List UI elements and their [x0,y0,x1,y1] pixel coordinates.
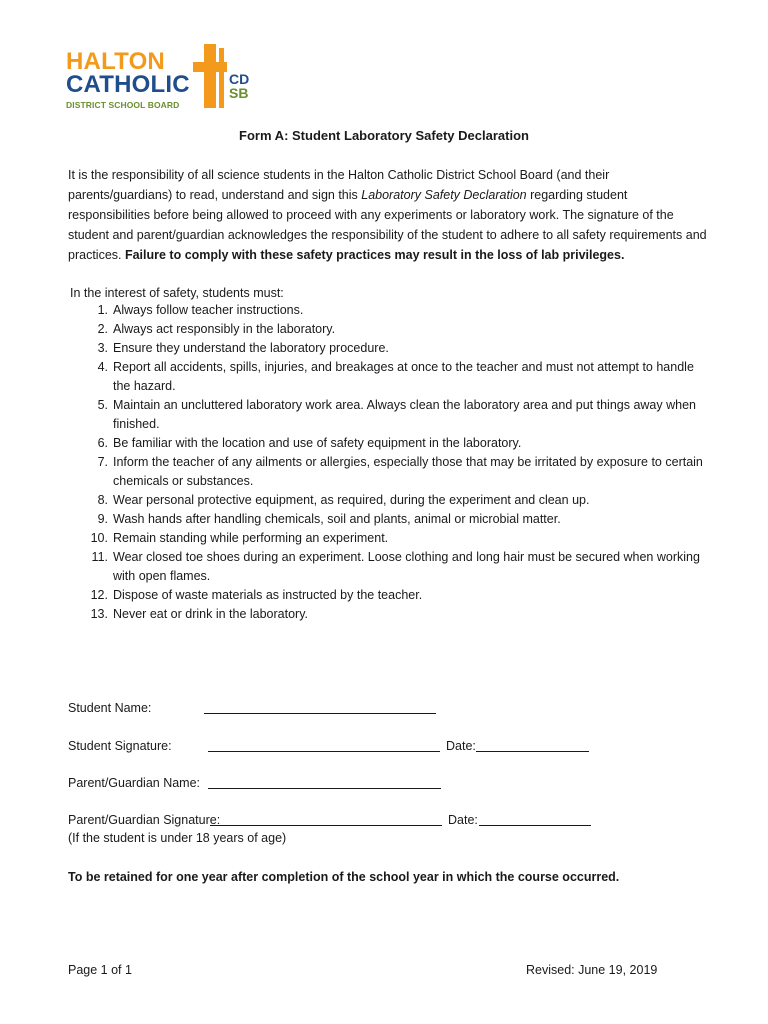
logo-abbr-bottom: SB [229,85,249,101]
rule-number: 10. [90,531,108,545]
retention-note: To be retained for one year after completion of the school year in which the course occurred. [68,870,620,884]
rule-text: Always follow teacher instructions. [113,303,304,317]
student-signature-field[interactable] [208,737,440,752]
rule-text: Remain standing while performing an experiment. [113,531,389,545]
rule-number: 9. [97,512,108,526]
safety-rules-list [78,301,708,624]
rule-number: 4. [97,360,108,374]
intro-text-bold: Failure to comply with these safety practices may result in the loss of lab privileges. [124,248,625,262]
safety-rule-item [78,491,708,510]
safety-rule-item [78,548,708,586]
rule-number: 5. [97,398,108,412]
revised-date: Revised: June 19, 2019 [526,963,658,977]
rules-lead: In the interest of safety, students must: [70,286,284,300]
intro-text-1: It is the responsibility of all science students in the Halton Catholic District School Board (and their parents/guardians) to read, understand and sign this [68,168,610,202]
rule-number: 3. [97,341,108,355]
page-number: Page 1 of 1 [68,963,132,977]
student-date-field[interactable] [476,737,589,752]
rule-number: 6. [97,436,108,450]
parent-name-field[interactable] [208,774,441,789]
rule-number: 13. [90,607,108,621]
logo-text-halton: HALTON [66,48,165,75]
student-date-label: Date: [446,739,476,753]
student-name-label: Student Name: [68,701,152,715]
parent-signature-field[interactable] [210,811,442,826]
student-signature-label: Student Signature: [68,739,172,753]
rule-text: Wear personal protective equipment, as required, during the experiment and clean up. [113,493,590,507]
safety-rule-item [78,339,708,358]
rule-number: 2. [97,322,108,336]
safety-rule-item [78,396,708,434]
parent-age-note: (If the student is under 18 years of age) [68,831,287,845]
safety-rule-item [78,358,708,396]
form-title: Form A: Student Laboratory Safety Declaration [239,128,529,143]
rule-text: Never eat or drink in the laboratory. [113,607,309,621]
rule-number: 8. [97,493,108,507]
rule-text: Always act responsibly in the laboratory. [113,322,336,336]
logo-text-district: DISTRICT SCHOOL BOARD [66,100,180,110]
logo-abbreviation [229,72,249,100]
rule-text: Report all accidents, spills, injuries, and breakages at once to the teacher and must not attempt to handle the hazard. [113,360,694,393]
rule-number: 7. [97,455,108,469]
safety-rule-item [78,320,708,339]
intro-text-italic: Laboratory Safety Declaration [361,188,527,202]
rule-number: 1. [97,303,108,317]
cross-icon-stripe [219,48,224,108]
parent-signature-label: Parent/Guardian Signature: [68,813,221,827]
rule-text: Be familiar with the location and use of safety equipment in the laboratory. [113,436,522,450]
safety-rule-item [78,453,708,491]
parent-name-label: Parent/Guardian Name: [68,776,201,790]
rule-text: Inform the teacher of any ailments or allergies, especially those that may be irritated by exposure to certain chemicals or substances. [113,455,703,488]
rule-number: 11. [91,550,108,564]
school-board-logo [66,44,266,114]
rule-text: Maintain an uncluttered laboratory work area. Always clean the laboratory area and put things away when finished. [113,398,696,431]
safety-rule-item [78,605,708,624]
logo-abbr-top: CD [229,71,250,87]
safety-rule-item [78,586,708,605]
safety-rule-item [78,434,708,453]
safety-rule-item [78,510,708,529]
student-name-field[interactable] [204,699,436,714]
parent-date-field[interactable] [479,811,591,826]
rule-text: Ensure they understand the laboratory procedure. [113,341,389,355]
intro-paragraph [68,165,708,265]
safety-rule-item [78,301,708,320]
safety-rule-item [78,529,708,548]
cross-icon [204,44,216,108]
rule-text: Wash hands after handling chemicals, soil and plants, animal or microbial matter. [113,512,561,526]
rule-number: 12. [90,588,108,602]
rule-text: Dispose of waste materials as instructed by the teacher. [113,588,423,602]
logo-text-catholic: CATHOLIC [66,71,190,98]
rule-text: Wear closed toe shoes during an experiment. Loose clothing and long hair must be secured when working with open flames. [113,550,700,583]
intro-text-2: regarding student responsibilities before being allowed to proceed with any experiments or laboratory work. The signature of the student and parent/guardian acknowledges the responsibility of the student to adhere to all safety requirements and practices. [68,188,707,262]
parent-date-label: Date: [448,813,478,827]
